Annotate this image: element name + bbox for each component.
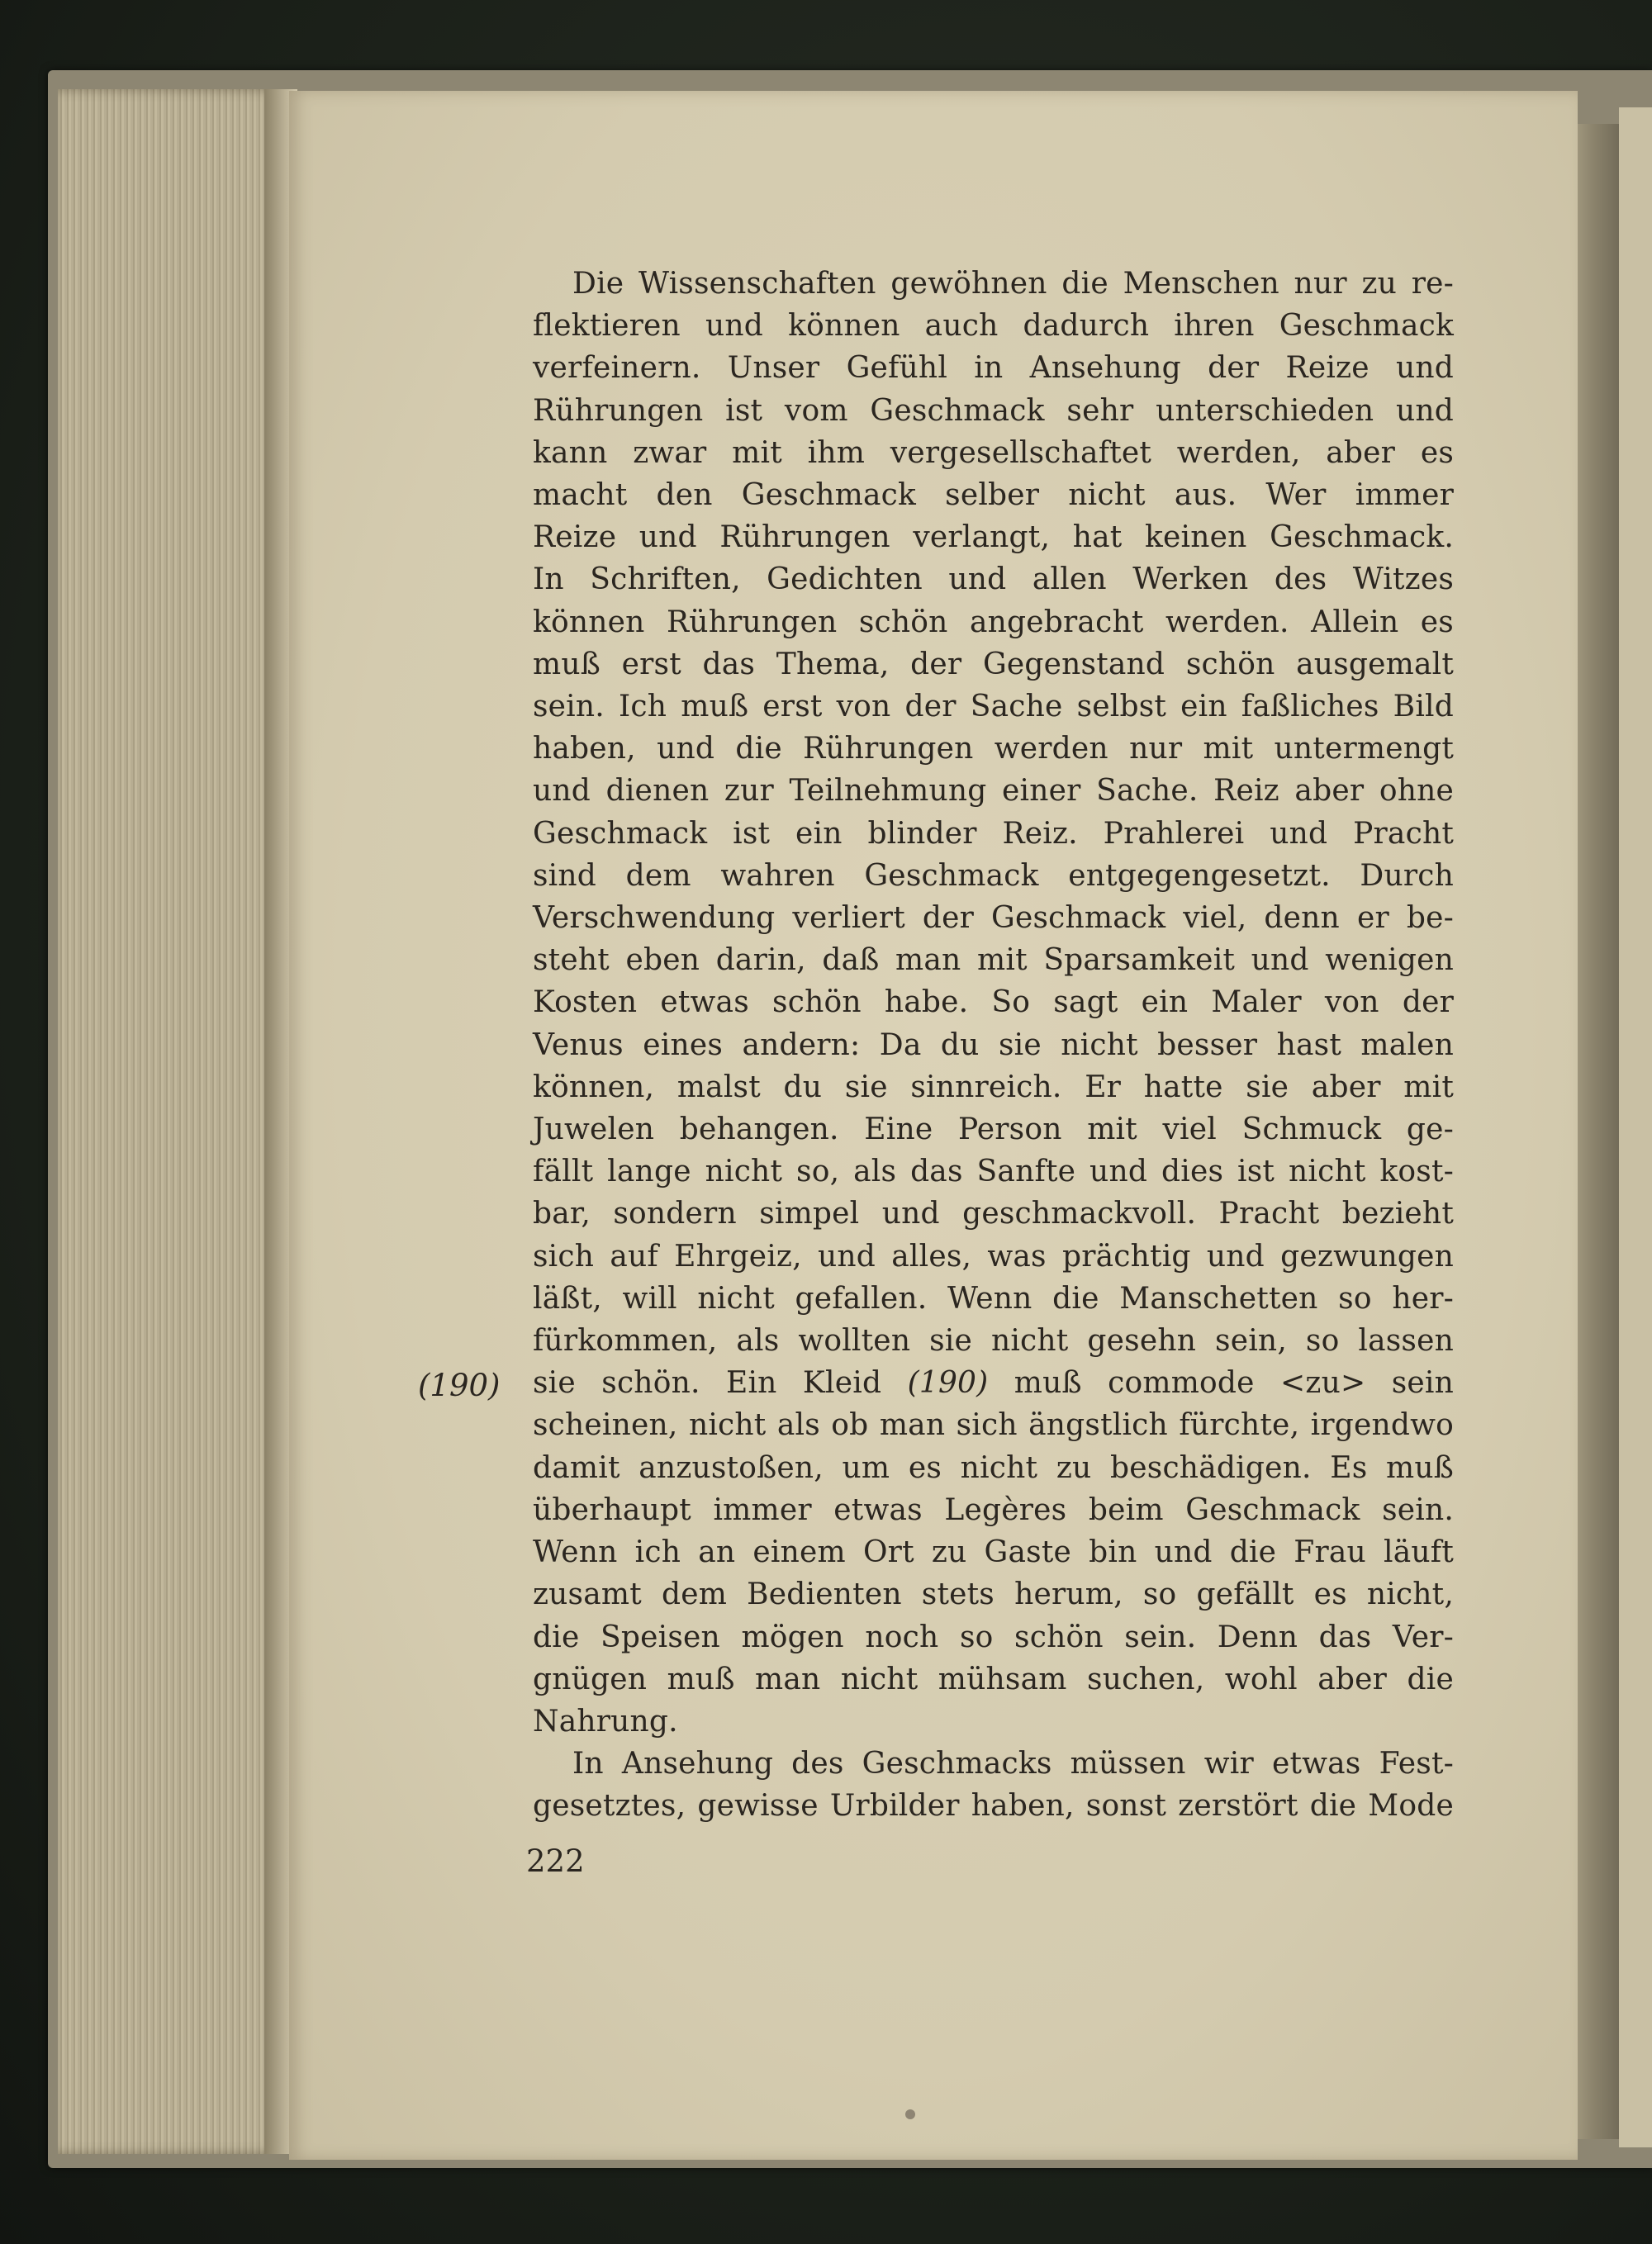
text-line: Venus eines andern: Da du sie nicht besser hast malen: [533, 1027, 1454, 1062]
text-line: können, malst du sie sinnreich. Er hatte sie aber mit: [533, 1070, 1454, 1104]
text-line: Kosten etwas schön habe. So sagt ein Maler von der: [533, 985, 1454, 1020]
text-line: Geschmack ist ein blinder Reiz. Prahlerei und Pracht: [533, 816, 1454, 851]
text-line: Nahrung.: [533, 1704, 678, 1739]
paper-speck: [905, 2109, 915, 2119]
text-line: In Ansehung des Geschmacks müssen wir etwas Fest-: [572, 1747, 1454, 1781]
text-line: [533, 1362, 1454, 1404]
text-line: überhaupt immer etwas Legères beim Geschmack sein.: [533, 1492, 1454, 1527]
text-segment: sie schön. Ein Kleid: [533, 1366, 908, 1401]
text-line: flektieren und können auch dadurch ihren Geschmack: [533, 309, 1454, 344]
inline-page-marker: (190): [907, 1366, 989, 1401]
text-line: fürkommen, als wollten sie nicht gesehn sein, so lassen: [533, 1324, 1454, 1359]
text-line: läßt, will nicht gefallen. Wenn die Manschetten so her-: [533, 1281, 1454, 1316]
text-line: sind dem wahren Geschmack entgegengesetzt. Durch: [533, 858, 1454, 893]
text-line: können Rührungen schön angebracht werden. Allein es: [533, 605, 1454, 639]
margin-note: (190): [418, 1368, 501, 1403]
text-line: sich auf Ehrgeiz, und alles, was prächtig und gezwungen: [533, 1239, 1454, 1274]
text-line: macht den Geschmack selber nicht aus. Wer immer: [533, 478, 1454, 513]
text-line: In Schriften, Gedichten und allen Werken des Witzes: [533, 562, 1454, 597]
right-page-edge: [1574, 124, 1623, 2139]
text-line: gnügen muß man nicht mühsam suchen, wohl aber die: [533, 1662, 1454, 1696]
text-line: steht eben darin, daß man mit Sparsamkeit und wenigen: [533, 943, 1454, 978]
text-line: scheinen, nicht als ob man sich ängstlich fürchte, irgendwo: [533, 1408, 1454, 1443]
text-line: Die Wissenschaften gewöhnen die Menschen nur zu re-: [572, 267, 1454, 301]
paragraph-1: [533, 263, 1454, 1743]
page-number: 222: [526, 1843, 585, 1879]
text-line: Wenn ich an einem Ort zu Gaste bin und die Frau läuft: [533, 1535, 1454, 1570]
text-line: muß erst das Thema, der Gegenstand schön ausgemalt: [533, 647, 1454, 681]
body-text: [533, 263, 1454, 1828]
text-line: gesetztes, gewisse Urbilder haben, sonst zerstört die Mode: [533, 1789, 1454, 1824]
text-line: haben, und die Rührungen werden nur mit untermengt: [533, 732, 1454, 766]
text-line: verfeinern. Unser Gefühl in Ansehung der Reize und: [533, 351, 1454, 386]
text-line: Rührungen ist vom Geschmack sehr unterschieden und: [533, 393, 1454, 428]
text-line: sein. Ich muß erst von der Sache selbst ein faßliches Bild: [533, 690, 1454, 724]
text-line: Reize und Rührungen verlangt, hat keinen Geschmack.: [533, 520, 1454, 555]
facing-page-sliver: [1619, 107, 1652, 2147]
page-stack-edge: [58, 89, 281, 2154]
text-line: Juwelen behangen. Eine Person mit viel Schmuck ge-: [533, 1113, 1454, 1147]
text-line: und dienen zur Teilnehmung einer Sache. Reiz aber ohne: [533, 774, 1454, 809]
paragraph-2: [533, 1743, 1454, 1827]
text-line: die Speisen mögen noch so schön sein. Denn das Ver-: [533, 1620, 1454, 1654]
text-line: damit anzustoßen, um es nicht zu beschädigen. Es muß: [533, 1450, 1454, 1485]
text-segment: muß commode <zu> sein: [988, 1366, 1454, 1401]
text-line: bar, sondern simpel und geschmackvoll. Pracht bezieht: [533, 1197, 1454, 1231]
text-line: fällt lange nicht so, als das Sanfte und dies ist nicht kost-: [533, 1155, 1454, 1189]
text-line: kann zwar mit ihm vergesellschaftet werden, aber es: [533, 435, 1454, 470]
text-line: Verschwendung verliert der Geschmack viel, denn er be-: [533, 901, 1454, 936]
text-line: zusamt dem Bedienten stets herum, so gefällt es nicht,: [533, 1577, 1454, 1612]
